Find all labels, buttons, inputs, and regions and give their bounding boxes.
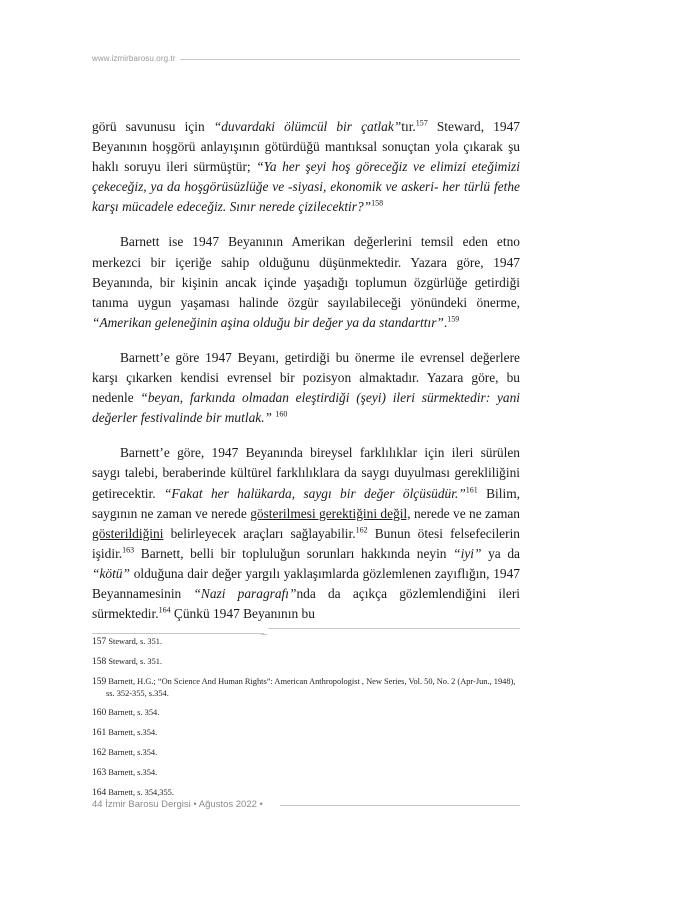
header-rule (180, 59, 520, 60)
paragraph (92, 117, 520, 217)
footnote-text: Steward, s. 351. (108, 657, 163, 666)
footnote-text: Barnett, s. 354,355. (108, 788, 174, 797)
footnote (92, 636, 520, 648)
page-footer (92, 799, 520, 815)
italic-quote: “Nazi paragrafı” (193, 585, 297, 601)
footnote (92, 707, 520, 719)
footnote (92, 787, 520, 799)
page-header (92, 54, 520, 68)
footnote-number: 159 (92, 677, 107, 687)
paragraph (92, 232, 520, 332)
footnote-ref: 160 (275, 409, 288, 419)
text-run: tır. (401, 119, 416, 134)
footnote-text: Barnett, s.354. (108, 748, 158, 757)
footnote-number: 161 (92, 728, 107, 738)
body-text (92, 117, 520, 624)
footnote-text: Barnett, s. 354. (108, 708, 160, 717)
text-run: Barnett, belli bir topluluğun sorunları hakkında neyin (134, 545, 454, 561)
footnote-ref: 164 (158, 605, 171, 615)
footnote (92, 747, 520, 759)
text-run: Barnett’e göre 1947 Beyanı, getirdiği bu önerme ile evrensel değerlere karşı çıkarken kendisi evrensel bir pozisyon almaktadır. Yazara göre, bu nedenle (92, 349, 520, 406)
footnote-ref: 157 (415, 118, 428, 128)
footnote-number: 157 (92, 637, 107, 647)
underlined-text: gösterilmesi gerektiğini değil, (250, 505, 411, 521)
paragraph (92, 348, 520, 428)
italic-quote: “kötü” (92, 565, 130, 581)
text-run: . (443, 314, 448, 330)
footnote-text: Steward, s. 351. (108, 637, 163, 646)
text-run: Steward, 1947 Beyanının hoşgörü anlayışının götürdüğü mantıksal sonuçtan yola çıkarak şu haklı soruyu ileri sürmüştür; (92, 119, 520, 175)
italic-quote: “iyi” (453, 545, 482, 561)
text-run: nerede ve ne zaman (410, 505, 520, 521)
footnote-ref: 161 (465, 485, 478, 495)
text-run: olduğuna dair değer yargılı yaklaşımlarda gözlemlenen zayıflığın, 1947 Beyannamesinin (92, 565, 520, 601)
footnote (92, 676, 520, 699)
footer-text: 44 İzmir Barosu Dergisi • Ağustos 2022 • (92, 799, 263, 810)
footnote-number: 160 (92, 708, 107, 718)
italic-quote: “Fakat her halükarda, saygı bir değer ölçüsüdür.” (163, 485, 466, 501)
footnote-number: 164 (92, 788, 107, 798)
footnote (92, 727, 520, 739)
text-run: nda da açıkça gözlemlendiğini ileri sürmektedir. (92, 585, 520, 622)
text-run: belirleyecek araçları sağlayabilir. (163, 525, 356, 541)
text-run: Bilim, saygının ne zaman ve nerede (92, 485, 520, 521)
paragraph (92, 443, 520, 624)
italic-quote: “Ya her şeyi hoş göreceğiz ve elimizi eteğimizi çekeceğiz, ya da hoşgörüsüzlüğe ve -siyasi, ekonomik ve askeri- her türlü fethe karşı mücadele edeceğiz. Sınır nerede çizilecektir?” (92, 159, 520, 215)
footnote-text: Barnett, s.354. (108, 728, 158, 737)
footnote (92, 767, 520, 779)
footnotes (92, 636, 520, 799)
footnote-ref: 162 (355, 525, 368, 535)
footnote-ref: 158 (371, 198, 384, 208)
footnote-number: 163 (92, 768, 107, 778)
footnote-number: 158 (92, 657, 107, 667)
text-run: Çünkü 1947 Beyanının bu (170, 606, 315, 622)
text-run: Barnett’e göre, 1947 Beyanında bireysel farklılıklar için ileri sürülen saygı talebi, beraberinde kültürel farklılıklara da saygı duyulması gerekliliğini getirecektir. (92, 445, 520, 501)
text-run: ya da (481, 545, 520, 561)
text-run: görü savunusu için (92, 119, 214, 134)
underlined-text: gösterildiğini (92, 525, 164, 541)
footnote-text: Barnett, H.G.; “On Science And Human Rights”: American Anthropologist , New Series, Vol. 50, No. 2 (Apr-Jun., 1948), ss. 352-355, s.354. (106, 677, 516, 698)
footnote-number: 162 (92, 748, 107, 758)
header-url[interactable]: www.izmirbarosu.org.tr (92, 54, 176, 63)
italic-quote: “beyan, farkında olmadan eleştirdiği (şeyi) ileri sürmektedir: yani değerler festivalinde bir mutlak.” (92, 390, 521, 426)
footnote-ref: 159 (447, 314, 460, 324)
italic-quote: “Amerikan geleneğinin aşina olduğu bir değer ya da standarttır” (92, 314, 444, 330)
text-run: Bunun ötesi felsefecilerin işidir. (92, 525, 520, 561)
footnote-ref: 163 (122, 545, 135, 555)
italic-quote: “duvardaki ölümcül bir çatlak” (213, 119, 402, 134)
footnote (92, 656, 520, 668)
text-run: Barnett ise 1947 Beyanının Amerikan değerlerini temsil eden etno merkezci bir içeriğe sahip olduğunu düşünmektedir. Yazara göre, 1947 Beyanında, bir kişinin ancak içinde yaşadığı toplumun özgürlüğe getirdiği tanıma uygun yaşaması halinde özgür sayılabileceği yönündeki önerme, (92, 234, 520, 310)
footnote-text: Barnett, s.354. (108, 768, 158, 777)
footer-rule (280, 805, 520, 806)
